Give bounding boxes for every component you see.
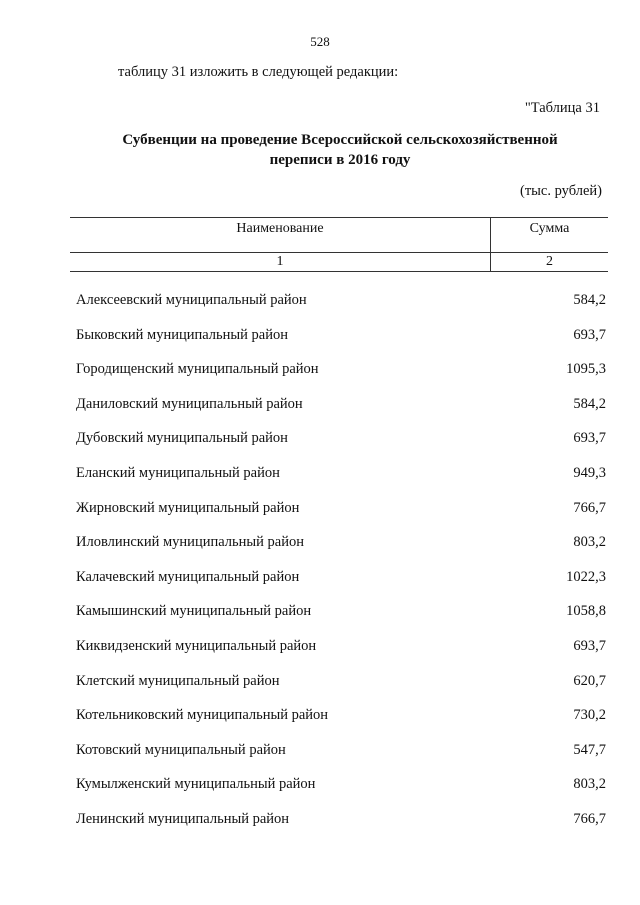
row-name: Алексеевский муниципальный район bbox=[76, 292, 307, 308]
row-sum: 1022,3 bbox=[566, 568, 606, 585]
row-name: Калачевский муниципальный район bbox=[76, 568, 300, 585]
table-row bbox=[76, 773, 606, 808]
table-row bbox=[76, 808, 606, 843]
row-name: Камышинский муниципальный район bbox=[76, 603, 312, 620]
page-number: 528 bbox=[310, 34, 330, 49]
row-sum: 584,2 bbox=[573, 292, 606, 308]
table-row bbox=[76, 462, 606, 497]
table-row bbox=[76, 393, 606, 428]
row-sum: 949,3 bbox=[573, 464, 606, 481]
row-name: Дубовский муниципальный район bbox=[76, 430, 288, 447]
table-row bbox=[76, 635, 606, 670]
table-header bbox=[70, 217, 608, 272]
header-sum: Сумма bbox=[529, 221, 570, 236]
header-col2-number: 2 bbox=[546, 254, 553, 269]
header-number-row bbox=[70, 252, 608, 272]
row-name: Жирновский муниципальный район bbox=[76, 499, 300, 516]
row-sum: 766,7 bbox=[573, 810, 606, 827]
header-col1-number: 1 bbox=[70, 253, 491, 271]
table-row bbox=[76, 739, 606, 774]
row-name: Клетский муниципальный район bbox=[76, 672, 280, 689]
row-name: Даниловский муниципальный район bbox=[76, 395, 303, 412]
row-sum: 803,2 bbox=[573, 776, 606, 793]
row-sum: 693,7 bbox=[573, 430, 606, 447]
table-row bbox=[76, 566, 606, 601]
row-name: Быковский муниципальный район bbox=[76, 326, 288, 343]
row-name: Кумылженский муниципальный район bbox=[76, 776, 316, 793]
row-sum: 620,7 bbox=[573, 672, 606, 689]
row-name: Котельниковский муниципальный район bbox=[76, 707, 329, 724]
document-title bbox=[100, 130, 580, 170]
units-label: (тыс. рублей) bbox=[520, 183, 602, 199]
row-name: Городищенский муниципальный район bbox=[76, 361, 319, 378]
row-name: Ленинский муниципальный район bbox=[76, 810, 290, 827]
row-sum: 730,2 bbox=[573, 707, 606, 724]
table-body bbox=[76, 289, 606, 843]
table-row bbox=[76, 670, 606, 705]
header-name: Наименование bbox=[70, 218, 491, 252]
table-reference: "Таблица 31 bbox=[524, 100, 600, 116]
intro-text: таблицу 31 изложить в следующей редакции: bbox=[118, 64, 399, 80]
header-row bbox=[70, 217, 608, 252]
table-row bbox=[76, 531, 606, 566]
row-name: Иловлинский муниципальный район bbox=[76, 534, 304, 551]
table-row bbox=[76, 324, 606, 359]
row-name: Еланский муниципальный район bbox=[76, 464, 280, 481]
row-name: Котовский муниципальный район bbox=[76, 741, 286, 758]
title-line-1: Субвенции на проведение Всероссийской сельскохозяйственной bbox=[122, 132, 558, 148]
row-sum: 547,7 bbox=[573, 741, 606, 758]
table-row bbox=[76, 427, 606, 462]
table-row bbox=[76, 497, 606, 532]
row-sum: 693,7 bbox=[573, 637, 606, 654]
row-sum: 1058,8 bbox=[566, 603, 606, 620]
title-line-2: переписи в 2016 году bbox=[269, 152, 411, 168]
row-sum: 803,2 bbox=[573, 534, 606, 551]
table-row bbox=[76, 289, 606, 324]
row-name: Киквидзенский муниципальный район bbox=[76, 637, 317, 654]
row-sum: 1095,3 bbox=[566, 361, 606, 378]
table-row bbox=[76, 704, 606, 739]
row-sum: 693,7 bbox=[573, 326, 606, 343]
table-row bbox=[76, 358, 606, 393]
table-row bbox=[76, 600, 606, 635]
row-sum: 766,7 bbox=[573, 499, 606, 516]
row-sum: 584,2 bbox=[573, 395, 606, 412]
